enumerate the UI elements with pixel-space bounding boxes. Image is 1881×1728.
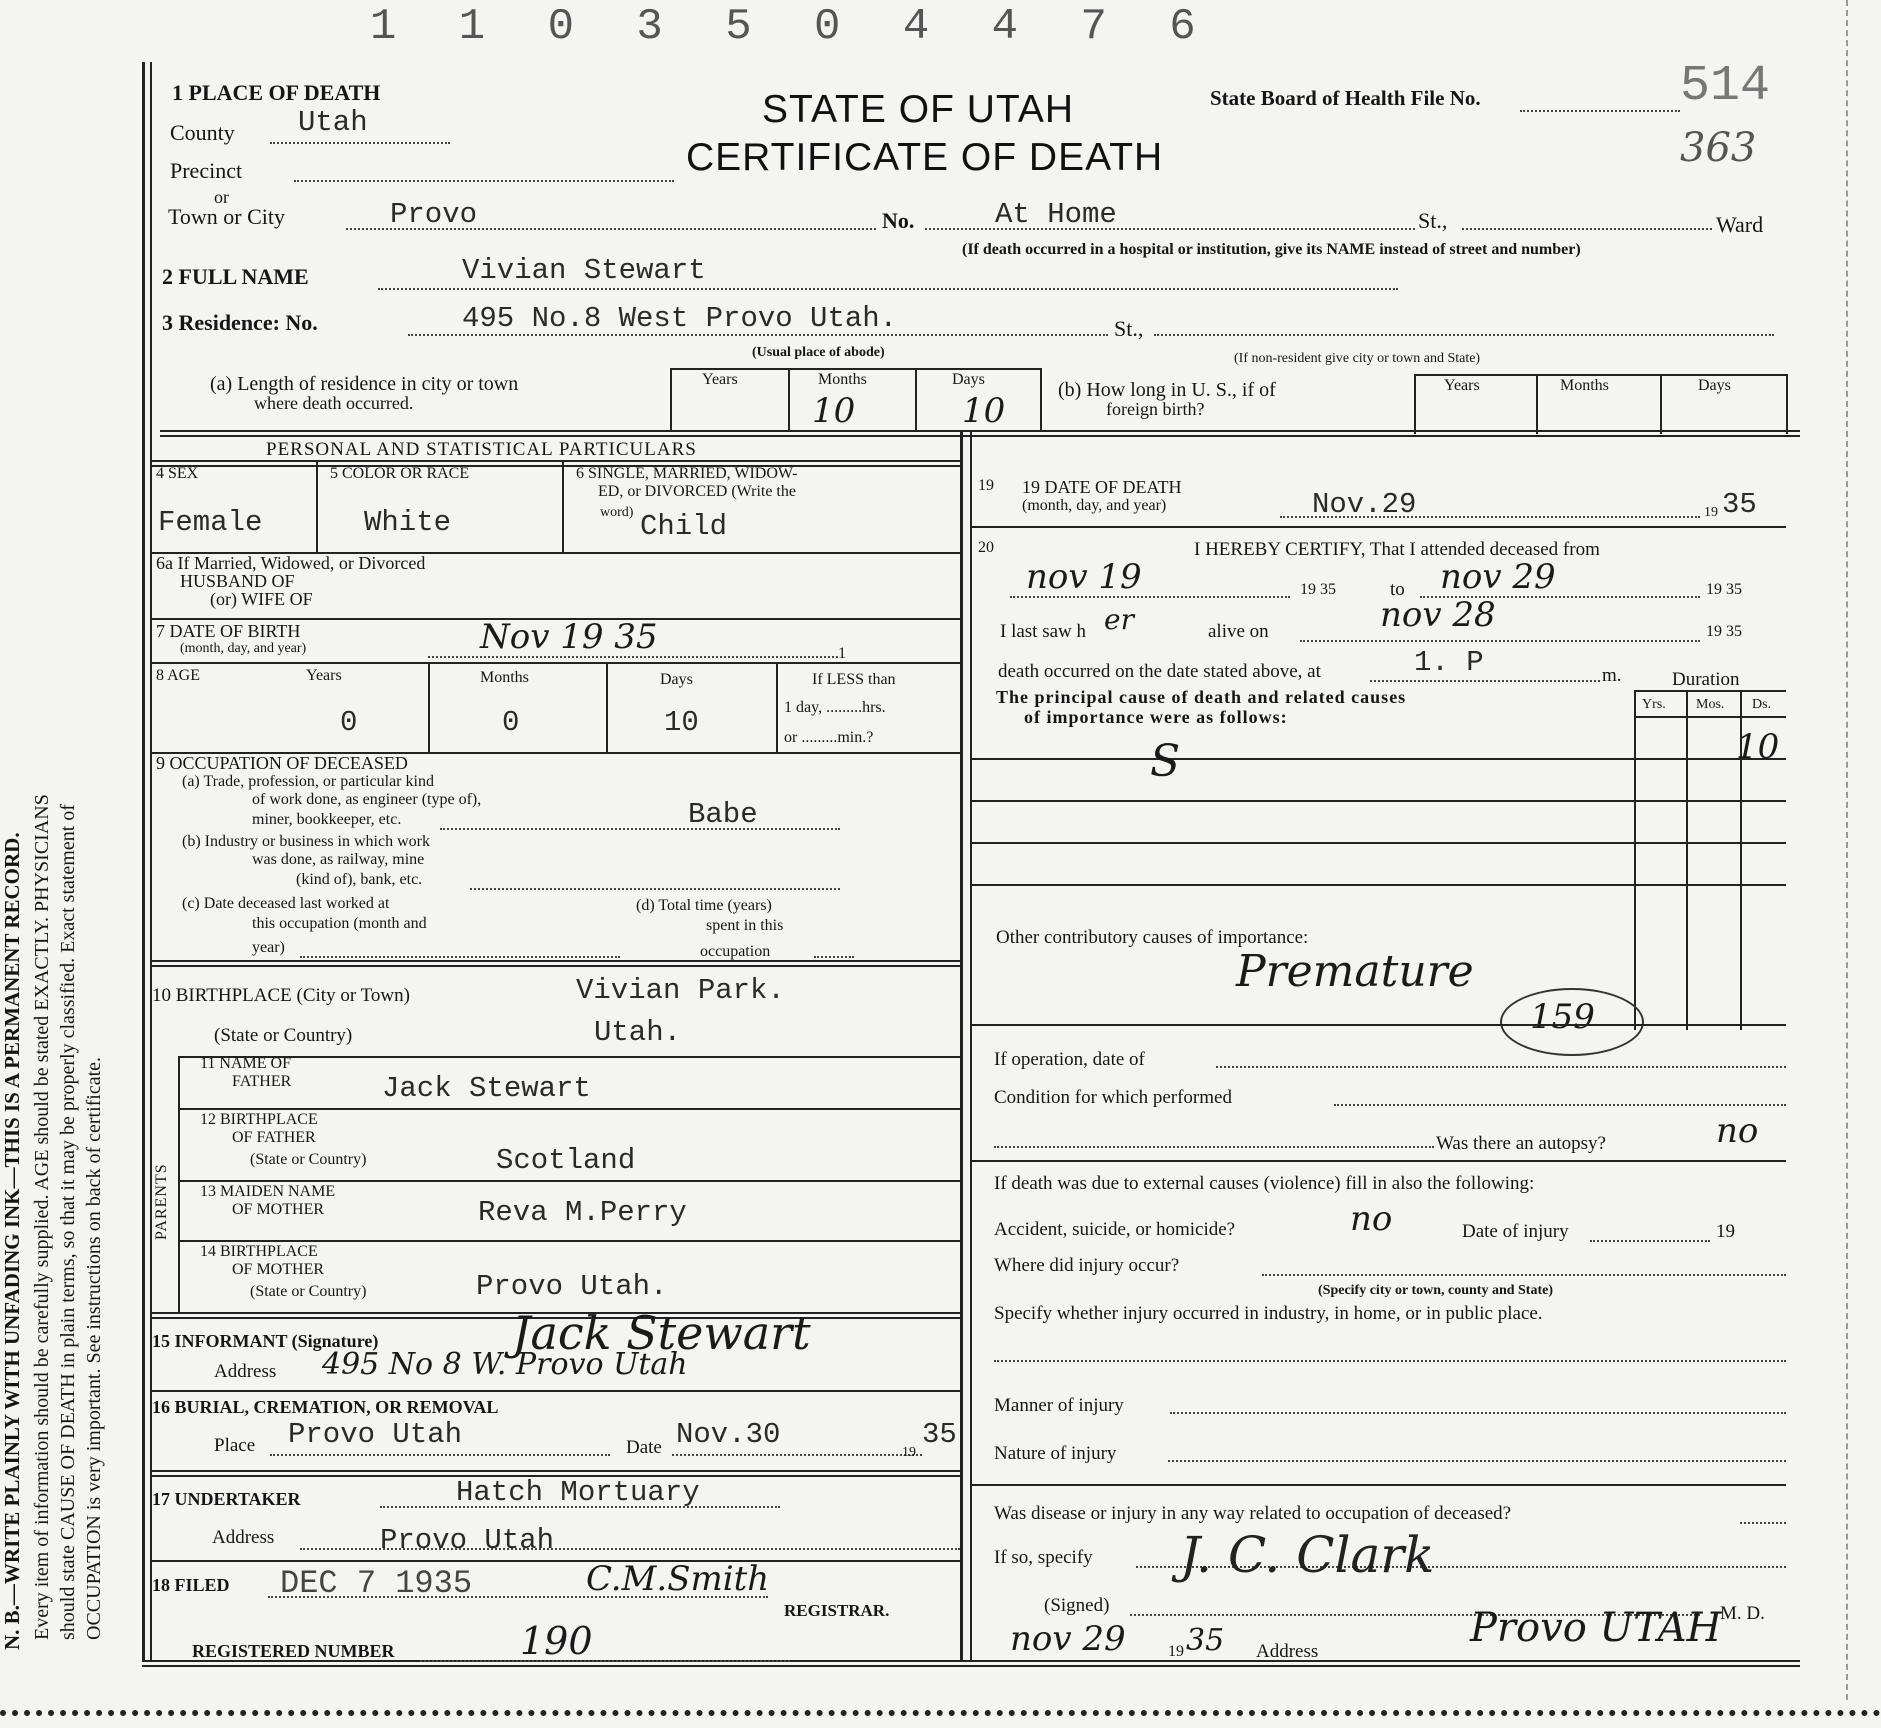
certify-label: I HEREBY CERTIFY, That I attended deceased from — [1194, 539, 1600, 560]
autopsy-value: no — [1716, 1111, 1759, 1151]
death-time-value: 1. P — [1414, 646, 1484, 679]
county-line — [270, 142, 450, 144]
color-value: White — [364, 506, 452, 539]
street-label: St., — [1418, 208, 1448, 233]
occupation-d-label: (d) Total time (years) — [636, 897, 772, 914]
father-birthplace-label: 12 BIRTHPLACE — [200, 1111, 318, 1128]
occupation-a-label-3: miner, bookkeeper, etc. — [252, 811, 402, 828]
or-label: or — [214, 187, 229, 207]
attended-from-value: nov 19 — [1026, 557, 1142, 597]
precinct-line — [294, 180, 674, 182]
attended-to-label: to — [1390, 579, 1405, 600]
burial-label: 16 BURIAL, CREMATION, OR REMOVAL — [152, 1397, 499, 1417]
last-saw-pronoun: er — [1104, 603, 1134, 636]
bottom-border — [142, 1660, 1800, 1667]
age-years-label: Years — [306, 667, 342, 684]
last-saw-value: nov 28 — [1380, 595, 1496, 635]
precinct-label: Precinct — [170, 158, 243, 183]
less-min-label: or .........min.? — [784, 729, 874, 746]
us-days-label: Days — [1698, 377, 1731, 394]
residence-section-divider — [160, 430, 1800, 437]
burial-year-prefix: 19 — [902, 1445, 916, 1460]
residence-street-label: St., — [1114, 316, 1144, 341]
physician-address-label: Address — [1256, 1641, 1319, 1662]
birthplace-state-value: Utah. — [594, 1016, 682, 1049]
injury-location-note: (Specify city or town, county and State) — [1318, 1283, 1554, 1298]
mother-birthplace-label-2: OF MOTHER — [232, 1261, 325, 1278]
usual-abode-note: (Usual place of abode) — [752, 345, 885, 360]
burial-year-value: 35 — [922, 1418, 957, 1451]
if-so-specify-label: If so, specify — [994, 1547, 1093, 1568]
res-length-label: (a) Length of residence in city or town — [210, 373, 519, 395]
filed-stamp: DEC 7 1935 — [280, 1565, 473, 1602]
occupation-value: Babe — [688, 798, 758, 831]
mother-name-value: Reva M.Perry — [478, 1196, 687, 1229]
column-divider-inner — [970, 432, 972, 1660]
occupation-d-label-2: spent in this — [706, 917, 784, 934]
attended-from-year: 19 35 — [1300, 581, 1336, 598]
sex-value: Female — [158, 506, 263, 539]
duration-months-label: Mos. — [1696, 697, 1725, 712]
burial-place-label: Place — [214, 1435, 256, 1456]
husband-label: HUSBAND OF — [180, 571, 295, 591]
date-of-death-year-prefix: 19 — [1704, 505, 1718, 520]
accident-value: no — [1350, 1199, 1393, 1239]
attended-to-value: nov 29 — [1440, 557, 1556, 597]
less-hrs-label: 1 day, .........hrs. — [784, 699, 886, 716]
street-no-label: No. — [882, 208, 915, 233]
mother-name-label: 13 MAIDEN NAME — [200, 1183, 336, 1200]
file-number-line — [1520, 110, 1680, 112]
informant-address-value: 495 No 8 W. Provo Utah — [322, 1347, 688, 1382]
birthplace-city-value: Vivian Park. — [576, 974, 785, 1007]
occupation-a-label-2: of work done, as engineer (type of), — [252, 791, 482, 808]
date-of-death-label: 19 DATE OF DEATH — [1022, 477, 1182, 497]
marital-label: 6 SINGLE, MARRIED, WIDOW- — [576, 465, 798, 482]
mother-birthplace-value: Provo Utah. — [476, 1270, 668, 1303]
birthplace-label: 10 BIRTHPLACE (City or Town) — [152, 985, 410, 1006]
us-length-label-2: foreign birth? — [1106, 399, 1205, 419]
filed-signature: C.M.Smith — [586, 1559, 770, 1599]
father-name-value: Jack Stewart — [382, 1072, 591, 1105]
town-value: Provo — [390, 198, 478, 231]
condition-label: Condition for which performed — [994, 1087, 1232, 1108]
last-saw-label: I last saw h — [1000, 621, 1087, 642]
town-label: Town or City — [168, 204, 286, 229]
informant-label: 15 INFORMANT (Signature) — [152, 1331, 379, 1351]
duration-days-label: Ds. — [1752, 697, 1772, 712]
injury-year-prefix: 19 — [1716, 1221, 1735, 1242]
external-causes-label: If death was due to external causes (violence) fill in also the following: — [994, 1173, 1535, 1194]
side-note-occupation: OCCUPATION is very important. See instructions on back of certificate. — [83, 1056, 105, 1640]
injury-date-label: Date of injury — [1462, 1221, 1569, 1242]
informant-address-label: Address — [214, 1361, 277, 1382]
us-months-label: Months — [1560, 377, 1609, 394]
dob-label: 7 DATE OF BIRTH — [156, 621, 301, 641]
wife-label: (or) WIFE OF — [210, 589, 313, 609]
nature-of-injury-label: Nature of injury — [994, 1443, 1117, 1464]
left-border — [142, 62, 145, 1662]
county-label: County — [170, 120, 235, 145]
color-label: 5 COLOR OR RACE — [330, 465, 470, 482]
less-than-label: If LESS than — [812, 671, 896, 688]
principal-cause-value: S — [1150, 736, 1181, 787]
age-days-label: Days — [660, 671, 693, 688]
death-time-suffix: m. — [1602, 665, 1622, 686]
mother-name-label-2: OF MOTHER — [232, 1201, 325, 1218]
signature-date: nov 29 — [1010, 1619, 1126, 1659]
less-mark: 1 — [838, 645, 846, 662]
side-note-information: Every item of information should be carefully supplied. AGE should be stated EXACTLY. PHYSICIANS — [31, 794, 53, 1640]
occupation-related-label: Was disease or injury in any way related to occupation of deceased? — [994, 1503, 1512, 1524]
principal-cause-label-2: of importance were as follows: — [1024, 707, 1288, 727]
us-length-top — [1414, 374, 1786, 376]
attended-to-year: 19 35 — [1706, 581, 1742, 598]
father-name-label: 11 NAME OF — [200, 1055, 291, 1072]
father-birthplace-value: Scotland — [496, 1144, 636, 1177]
residence-label: 3 Residence: No. — [162, 310, 318, 335]
ward-label: Ward — [1716, 212, 1764, 237]
us-length-label: (b) How long in U. S., if of — [1058, 379, 1276, 401]
residence-street-line — [1154, 334, 1774, 336]
date-of-death-year: 35 — [1722, 488, 1757, 521]
column-divider — [960, 432, 963, 1660]
injury-place-type-label: Specify whether injury occurred in industry, in home, or in public place. — [994, 1303, 1543, 1324]
place-of-death-label: 1 PLACE OF DEATH — [172, 80, 381, 105]
age-months-value: 0 — [502, 706, 520, 739]
autopsy-label: Was there an autopsy? — [1436, 1133, 1606, 1154]
contributory-label: Other contributory causes of importance: — [996, 927, 1309, 948]
res-length-top — [670, 368, 1040, 370]
age-days-value: 10 — [664, 706, 699, 739]
accident-label: Accident, suicide, or homicide? — [994, 1219, 1236, 1240]
left-border-inner — [150, 62, 152, 1662]
ward-line — [1462, 228, 1712, 230]
date-of-death-value: Nov.29 — [1312, 488, 1417, 521]
marital-value: Child — [640, 510, 728, 543]
informant-signature: Jack Stewart — [512, 1306, 811, 1360]
principal-cause-label: The principal cause of death and related causes — [996, 687, 1407, 707]
non-resident-note: (If non-resident give city or town and State) — [1234, 351, 1481, 366]
res-days-label: Days — [952, 371, 985, 388]
bottom-edge-marks — [0, 1710, 1881, 1716]
file-number: 514 — [1680, 58, 1771, 115]
physician-signature: J. C. Clark — [1180, 1526, 1435, 1584]
signature-year-prefix: 19 — [1168, 1643, 1184, 1660]
occupation-d-label-3: occupation — [700, 943, 771, 960]
res-months-value: 10 — [812, 391, 856, 431]
county-value: Utah — [298, 106, 368, 139]
father-birthplace-label-3: (State or Country) — [250, 1151, 367, 1168]
undertaker-label: 17 UNDERTAKER — [152, 1489, 301, 1509]
full-name-label: 2 FULL NAME — [162, 264, 309, 289]
street-no-value: At Home — [995, 198, 1117, 231]
marital-label-3: word) — [600, 505, 634, 520]
manner-of-injury-label: Manner of injury — [994, 1395, 1124, 1416]
sex-label: 4 SEX — [156, 465, 199, 482]
personal-heading-rule — [150, 460, 960, 467]
burial-place-value: Provo Utah — [288, 1418, 463, 1451]
injury-location-label: Where did injury occur? — [994, 1255, 1180, 1276]
alive-on-label: alive on — [1208, 621, 1269, 642]
mother-birthplace-label: 14 BIRTHPLACE — [200, 1243, 318, 1260]
birthplace-state-label: (State or Country) — [214, 1025, 353, 1046]
filed-label: 18 FILED — [152, 1575, 230, 1595]
registered-number-label: REGISTERED NUMBER — [192, 1641, 395, 1661]
full-name-value: Vivian Stewart — [462, 254, 706, 287]
res-years-label: Years — [702, 371, 738, 388]
mother-birthplace-label-3: (State or Country) — [250, 1283, 367, 1300]
side-note-cause: should state CAUSE OF DEATH in plain terms, so that it may be properly classified. Exact statement of — [57, 804, 79, 1640]
physician-address-value: Provo UTAH — [1470, 1605, 1722, 1651]
occupation-c-label-3: year) — [252, 939, 285, 956]
us-years-label: Years — [1444, 377, 1480, 394]
occupation-a-label: (a) Trade, profession, or particular kind — [182, 773, 434, 790]
occupation-c-label-2: this occupation (month and — [252, 915, 427, 932]
dob-label-2: (month, day, and year) — [180, 641, 307, 656]
date-of-death-label-2: (month, day, and year) — [1022, 497, 1167, 514]
duration-years-label: Yrs. — [1642, 697, 1666, 712]
certify-number: 20 — [978, 539, 994, 556]
personal-heading: PERSONAL AND STATISTICAL PARTICULARS — [266, 439, 697, 460]
marital-label-2: ED, or DIVORCED (Write the — [598, 483, 796, 500]
age-months-label: Months — [480, 669, 529, 686]
occupation-c-label: (c) Date deceased last worked at — [182, 895, 390, 912]
res-length-label-2: where death occurred. — [254, 393, 414, 413]
occupation-b-label: (b) Industry or business in which work — [182, 833, 430, 850]
signed-label: (Signed) — [1044, 1595, 1110, 1616]
burial-date-value: Nov.30 — [676, 1418, 781, 1451]
operation-label: If operation, date of — [994, 1049, 1145, 1070]
file-number-label: State Board of Health File No. — [1210, 86, 1481, 110]
signature-year: 35 — [1186, 1623, 1225, 1658]
occupation-label: 9 OCCUPATION OF DECEASED — [156, 753, 408, 773]
res-days-value: 10 — [962, 391, 1006, 431]
full-name-line — [378, 288, 1398, 290]
hospital-note: (If death occurred in a hospital or institution, give its NAME instead of street and number) — [962, 241, 1581, 258]
undertaker-value: Hatch Mortuary — [456, 1476, 700, 1509]
parents-label: PARENTS — [153, 1163, 170, 1240]
last-saw-year: 19 35 — [1706, 623, 1742, 640]
residence-value: 495 No.8 West Provo Utah. — [462, 302, 898, 335]
father-birthplace-label-2: OF FATHER — [232, 1129, 316, 1146]
file-number-secondary: 363 — [1680, 125, 1757, 171]
occupation-b-label-3: (kind of), bank, etc. — [296, 871, 423, 888]
contributory-value: Premature — [1236, 946, 1474, 997]
registrar-label: REGISTRAR. — [784, 1601, 890, 1620]
occupation-b-label-2: was done, as railway, mine — [252, 851, 425, 868]
burial-date-label: Date — [626, 1437, 662, 1458]
age-label: 8 AGE — [156, 667, 200, 684]
dob-value: Nov 19 35 — [480, 617, 658, 657]
father-name-label-2: FATHER — [232, 1073, 292, 1090]
date-of-death-number: 19 — [978, 477, 994, 494]
certificate-title: CERTIFICATE OF DEATH — [686, 136, 1164, 179]
married-label: 6a If Married, Widowed, or Divorced — [156, 553, 426, 573]
side-note-permanent-record: N. B.—WRITE PLAINLY WITH UNFADING INK—THIS IS A PERMANENT RECORD. — [0, 832, 24, 1650]
state-title: STATE OF UTAH — [762, 88, 1074, 131]
undertaker-address-value: Provo Utah — [380, 1524, 555, 1557]
res-months-label: Months — [818, 371, 867, 388]
undertaker-address-label: Address — [212, 1527, 275, 1548]
right-edge-marks — [1846, 0, 1848, 1700]
certificate-serial-number: 1 1 0 3 5 0 4 4 7 6 — [370, 2, 1214, 52]
death-occurred-label: death occurred on the date stated above, at — [998, 661, 1321, 682]
md-label: M. D. — [1720, 1603, 1765, 1624]
duration-label: Duration — [1672, 669, 1740, 690]
duration-days-value: 10 — [1736, 727, 1780, 767]
age-years-value: 0 — [340, 706, 358, 739]
classification-code: 159 — [1530, 997, 1595, 1037]
registered-number-value: 190 — [520, 1619, 593, 1663]
